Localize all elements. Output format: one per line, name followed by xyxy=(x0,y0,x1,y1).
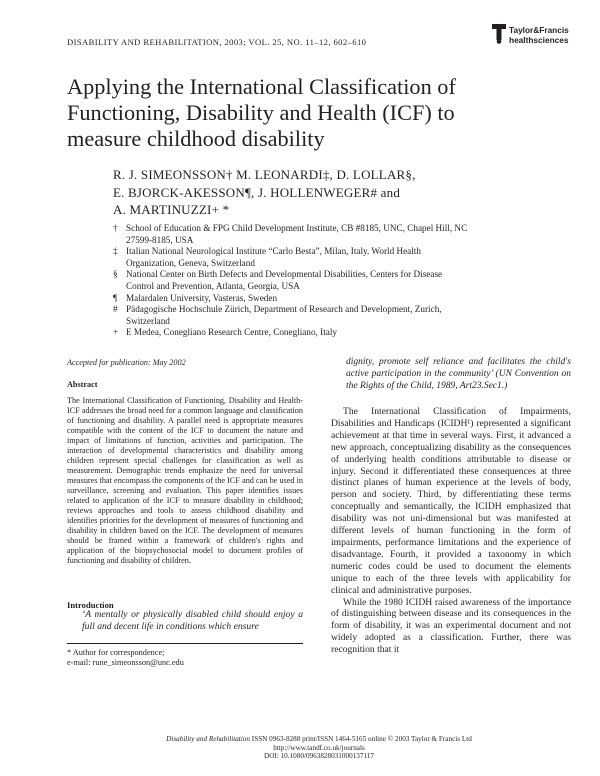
affiliation-line: Switzerland xyxy=(126,315,170,326)
affiliation-line: Malardalen University, Vasteras, Sweden xyxy=(126,292,278,303)
affiliation-line: School of Education & FPG Child Development Institute, CB #8185, UNC, Chapel Hill, NC xyxy=(126,223,468,233)
body-text xyxy=(331,406,571,656)
issn-line xyxy=(67,735,571,744)
right-column xyxy=(331,356,571,656)
body-paragraph: The International Classification of Impairments, Disabilities and Handicaps (ICIDH¹) represented a significant achievement at that time in several ways. First, it advanced a new approach, conceptualizing disability as the consequences of underlying health conditions attributable to disease or injury. Second it differentiated these consequences at three distinct planes of human experience at the levels of body, person and society. Third, by differentiating these terms conceptually and semantically, the ICIDH emphasized that disability was not uni-dimensional but was manifested at different levels of human functioning in the form of impairments, performance limitations and the experience of disadvantage. Fourth, it provided a taxonomy in which numeric codes could be used to document the elements unique to each of the three levels with applicability for clinical and administrative purposes. xyxy=(331,406,571,596)
affiliation-line: Control and Prevention, Atlanta, Georgia, USA xyxy=(126,280,300,291)
body-paragraph: While the 1980 ICIDH raised awareness of the importance of distinguishing between disease and its consequences in the form of disability, it was an experimental document and not widely adopted as a classification. Further, there was recognition that it xyxy=(331,596,571,656)
running-head: DISABILITY AND REHABILITATION, 2003; VOL. 25, NO. 11–12, 602–610 xyxy=(67,37,367,47)
affiliation-line: Italian National Neurological Institute “Carlo Besta”, Milan, Italy. World Health xyxy=(126,246,421,257)
footnote-divider xyxy=(67,643,303,644)
affiliation xyxy=(113,223,573,246)
affiliation xyxy=(113,293,573,305)
journal-name: Disability and Rehabilitation xyxy=(166,735,250,743)
title-line: measure childhood disability xyxy=(67,126,325,151)
affiliation-symbol: ¶ xyxy=(113,292,118,303)
affiliation-line: 27599-8185, USA xyxy=(126,234,194,245)
affiliation-line: Organization, Geneva, Switzerland xyxy=(126,257,255,268)
affiliation-line: National Center on Birth Defects and Developmental Disabilities, Centers for Disease xyxy=(126,269,443,280)
affiliation-symbol: + xyxy=(113,327,119,338)
affiliation xyxy=(113,246,573,269)
affiliation-symbol: ‡ xyxy=(113,246,118,257)
accepted-date: Accepted for publication: May 2002 xyxy=(67,358,186,367)
left-column xyxy=(67,358,303,566)
affiliation xyxy=(113,327,573,339)
affiliation-symbol: § xyxy=(113,269,118,280)
article-title xyxy=(67,74,567,152)
epigraph-quote: dignity, promote self reliance and facilitates the child's active participation in the community’ (UN Convention on the Rights of the Child, 1989, Art23.Sec1.) xyxy=(346,357,571,391)
affiliation xyxy=(113,269,573,292)
publisher-logo xyxy=(492,23,572,49)
author-line: E. BJORCK-AKESSON¶, J. HOLLENWEGER# and xyxy=(113,184,401,200)
title-line: Functioning, Disability and Health (ICF) to xyxy=(67,100,455,125)
publication-footer xyxy=(67,735,571,761)
title-line: Applying the International Classification of xyxy=(67,74,456,99)
affiliation-list xyxy=(113,223,573,339)
affiliation-symbol: # xyxy=(113,304,118,315)
affiliation-line: Pädagogische Hochschule Zürich, Department of Research and Development, Zurich, xyxy=(126,304,442,315)
abstract-heading: Abstract xyxy=(67,380,98,389)
correspondence-footnote xyxy=(67,648,184,668)
publisher-name: Taylor&Francis xyxy=(509,25,569,35)
journal-url: http://www.tandf.co.uk/journals xyxy=(273,743,365,752)
publisher-mark-icon xyxy=(492,24,506,44)
affiliation xyxy=(113,304,573,327)
introduction-heading: Introduction xyxy=(67,600,114,610)
author-list xyxy=(113,166,416,219)
doi-line: DOI: 10.1080/0963828031000137117 xyxy=(264,752,374,761)
affiliation-line: E Medea, Conegliano Research Centre, Conegliano, Italy xyxy=(126,327,337,338)
footnote-line: e-mail: rune_simeonsson@unc.edu xyxy=(67,658,184,667)
issn-text: ISSN 0963-8288 print/ISSN 1464-5165 online © 2003 Taylor & Francis Ltd xyxy=(251,735,472,743)
affiliation-symbol: † xyxy=(113,223,118,233)
abstract-text: The International Classification of Functioning, Disability and Health-ICF addresses the broad need for a common language and classification of functioning and disability. A parallel need is appropriate measures compatible with the content of the ICF to document the nature and impact of limitations of function, activities and participation. The interaction of developmental characteristics and disability among children represent special challenges for classification as well as measurement. Demographic trends emphasize the need for universal measures that encompass the components of the ICF and can be used in surveillance, screening and evaluation. This paper identifies issues related to application of the ICF to measure disability in childhood; reviews approaches and tools to assess childhood disability and identifies priorities for the development of measures of functioning and disability in children based on the ICF. The development of measures should be framed within a framework of children's rights and application of the biopsychosocial model to document profiles of functioning and disability of children. xyxy=(67,396,303,565)
footnote-line: * Author for correspondence; xyxy=(67,648,165,657)
author-line: R. J. SIMEONSSON† M. LEONARDI‡, D. LOLLAR§, xyxy=(113,167,416,182)
author-line: A. MARTINUZZI+ * xyxy=(113,202,230,217)
introduction-quote: ‘A mentally or physically disabled child should enjoy a full and decent life in conditions which ensure xyxy=(82,609,303,632)
publisher-division: healthsciences xyxy=(509,35,569,45)
